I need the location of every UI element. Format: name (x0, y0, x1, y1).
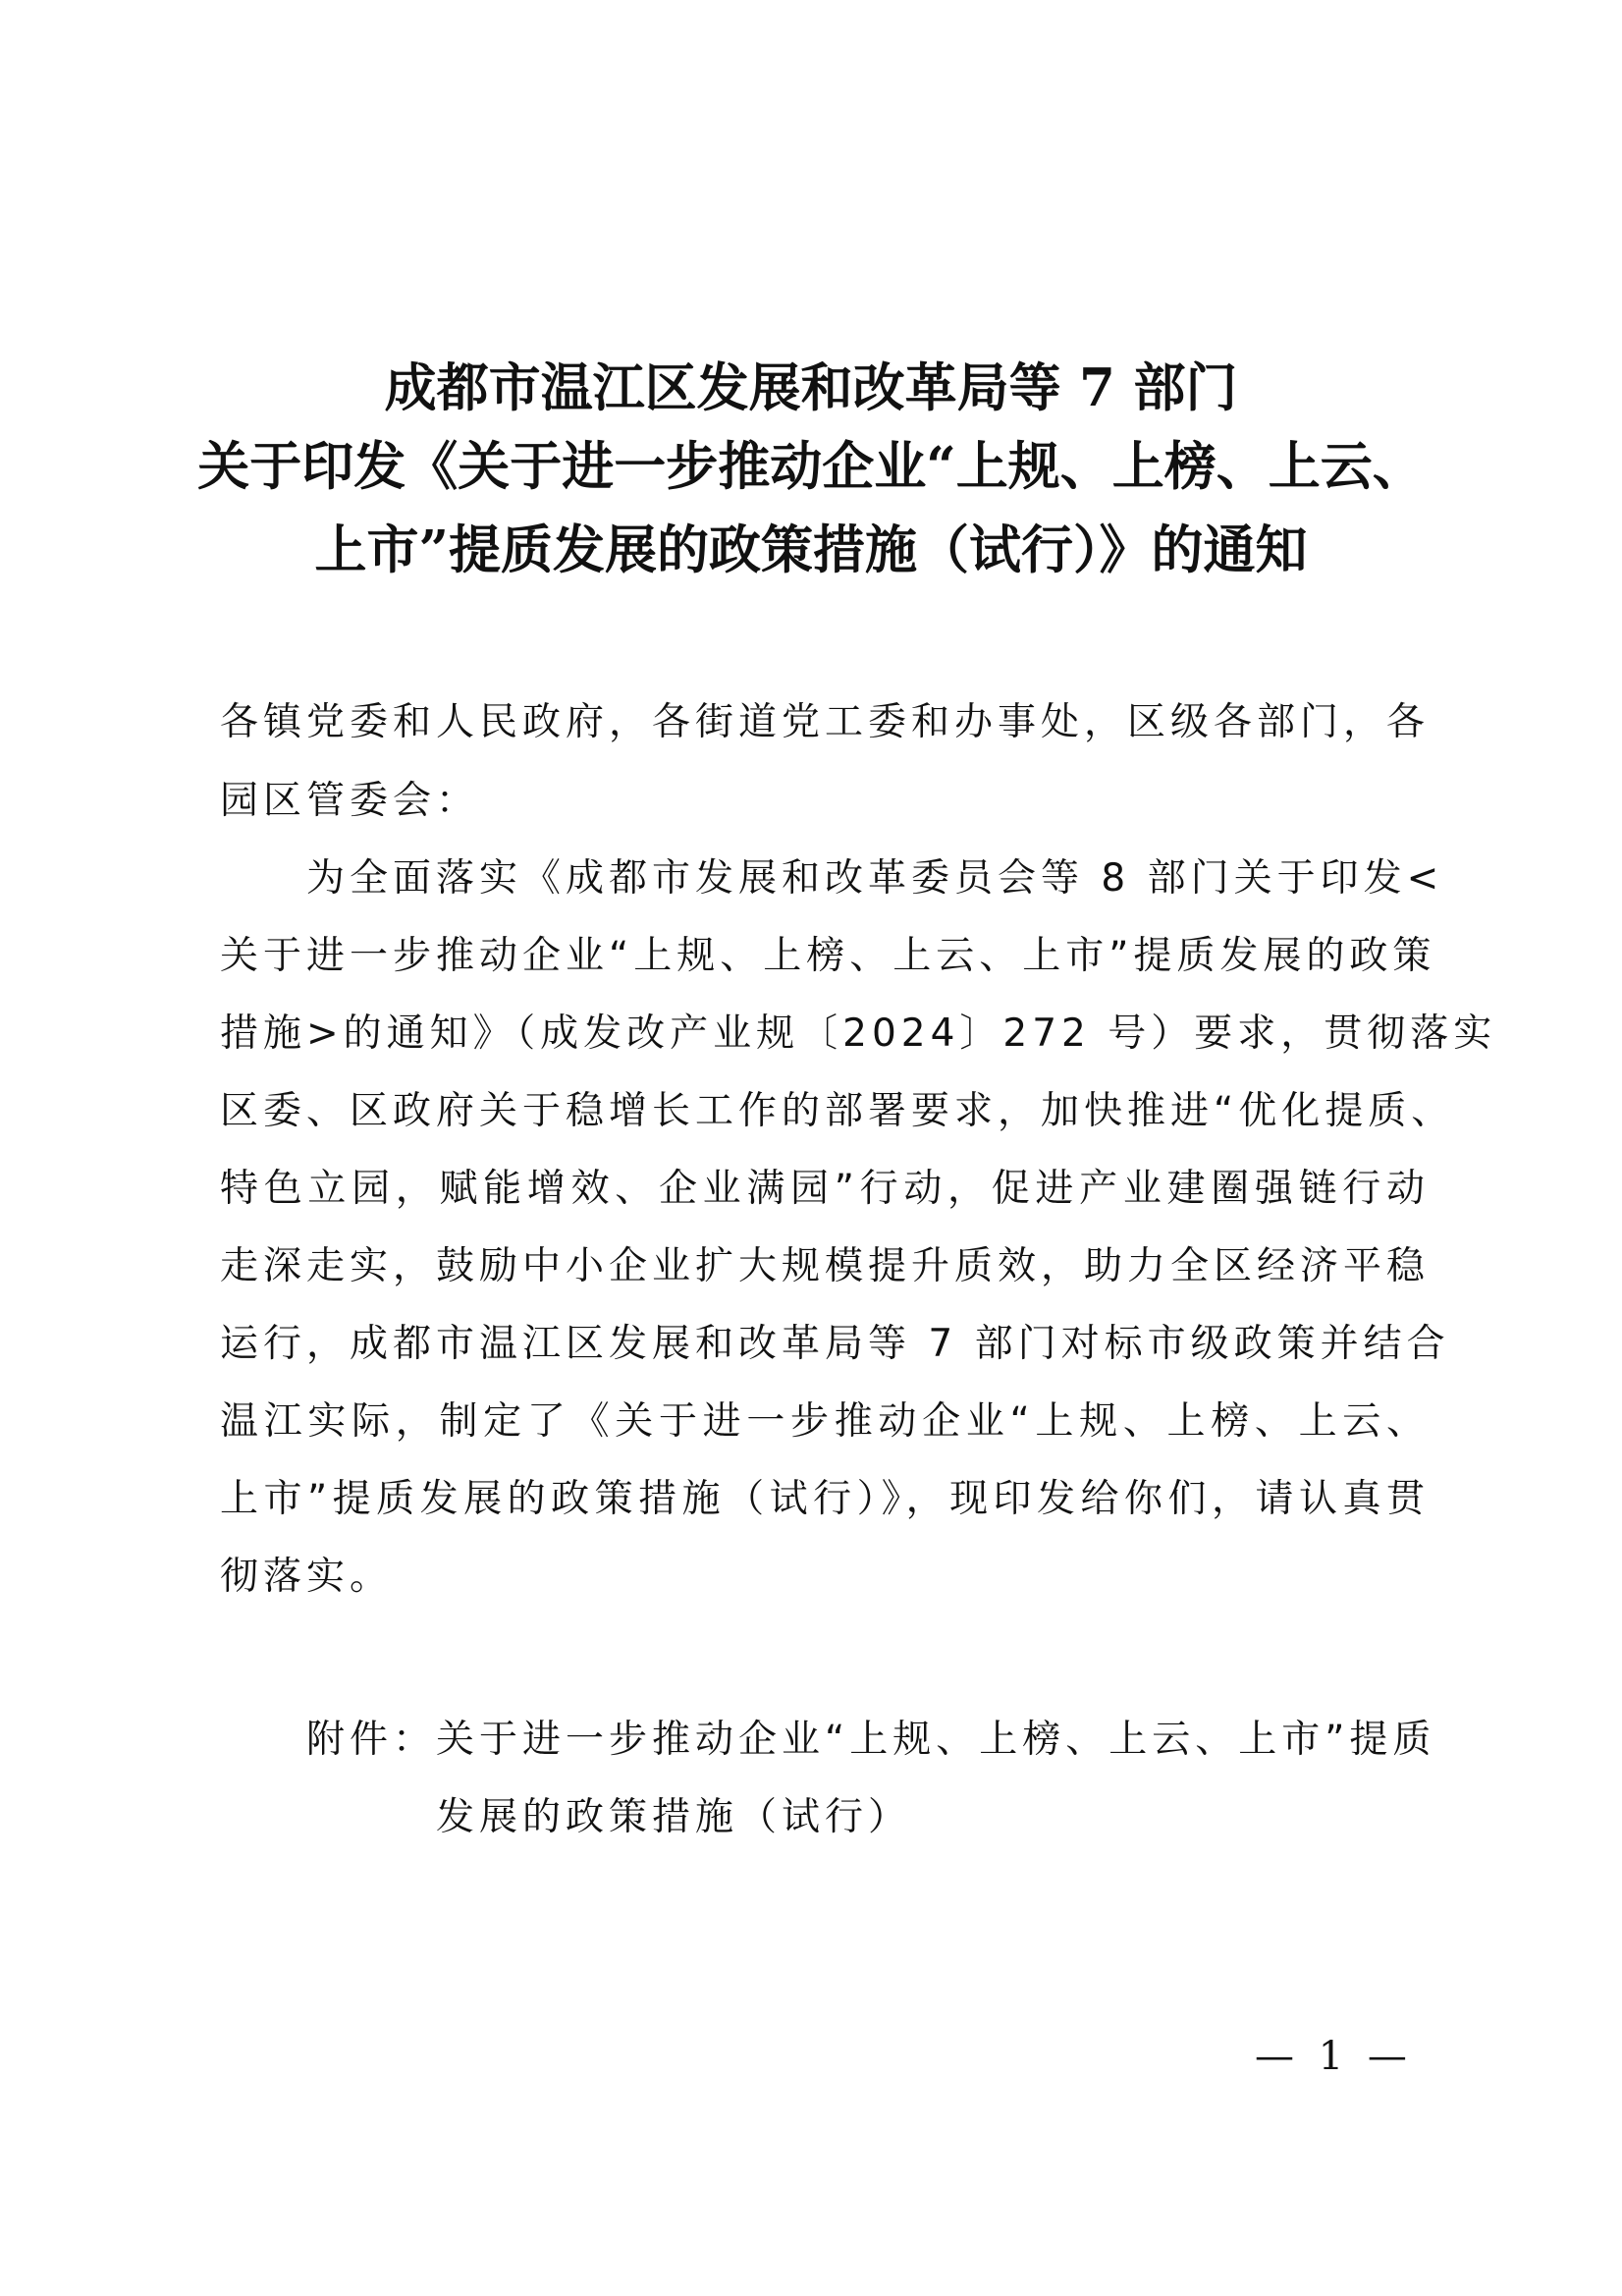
body-paragraph-line: 彻落实。 (220, 1555, 394, 1599)
page-number: — 1 — (1255, 2034, 1413, 2079)
attachment-title-line: 发展的政策措施（试行） (436, 1795, 912, 1839)
addressee-line: 各镇党委和人民政府，各街道党工委和办事处，区级各部门，各 (220, 700, 1431, 744)
body-paragraph-line: 特色立园，赋能增效、企业满园”行动，促进产业建圈强链行动 (220, 1167, 1430, 1211)
body-paragraph-line: 运行，成都市温江区发展和改革局等 7 部门对标市级政策并结合 (220, 1322, 1450, 1366)
body-paragraph-line: 措施>的通知》（成发改产业规〔2024〕272 号）要求，贯彻落实 (220, 1011, 1497, 1056)
body-paragraph-line: 走深走实，鼓励中小企业扩大规模提升质效，助力全区经济平稳 (220, 1244, 1431, 1288)
attachment-label: 附件： (306, 1718, 437, 1762)
body-paragraph-line: 上市”提质发展的政策措施（试行）》，现印发给你们，请认真贯 (220, 1477, 1430, 1521)
body-paragraph-line: 为全面落实《成都市发展和改革委员会等 8 部门关于印发< (306, 856, 1444, 901)
body-paragraph-line: 区委、区政府关于稳增长工作的部署要求，加快推进“优化提质、 (220, 1089, 1455, 1133)
body-paragraph-line: 温江实际，制定了《关于进一步推动企业“上规、上榜、上云、 (220, 1399, 1430, 1444)
addressee-line: 园区管委会： (220, 779, 480, 823)
document-title-line: 上市”提质发展的政策措施（试行）》的通知 (314, 519, 1308, 580)
attachment-title-line: 关于进一步推动企业“上规、上榜、上云、上市”提质 (436, 1718, 1436, 1762)
document-title-line: 成都市温江区发展和改革局等 7 部门 (384, 357, 1238, 418)
document-title-line: 关于印发《关于进一步推动企业“上规、上榜、上云、 (197, 436, 1425, 497)
body-paragraph-line: 关于进一步推动企业“上规、上榜、上云、上市”提质发展的政策 (220, 934, 1436, 978)
